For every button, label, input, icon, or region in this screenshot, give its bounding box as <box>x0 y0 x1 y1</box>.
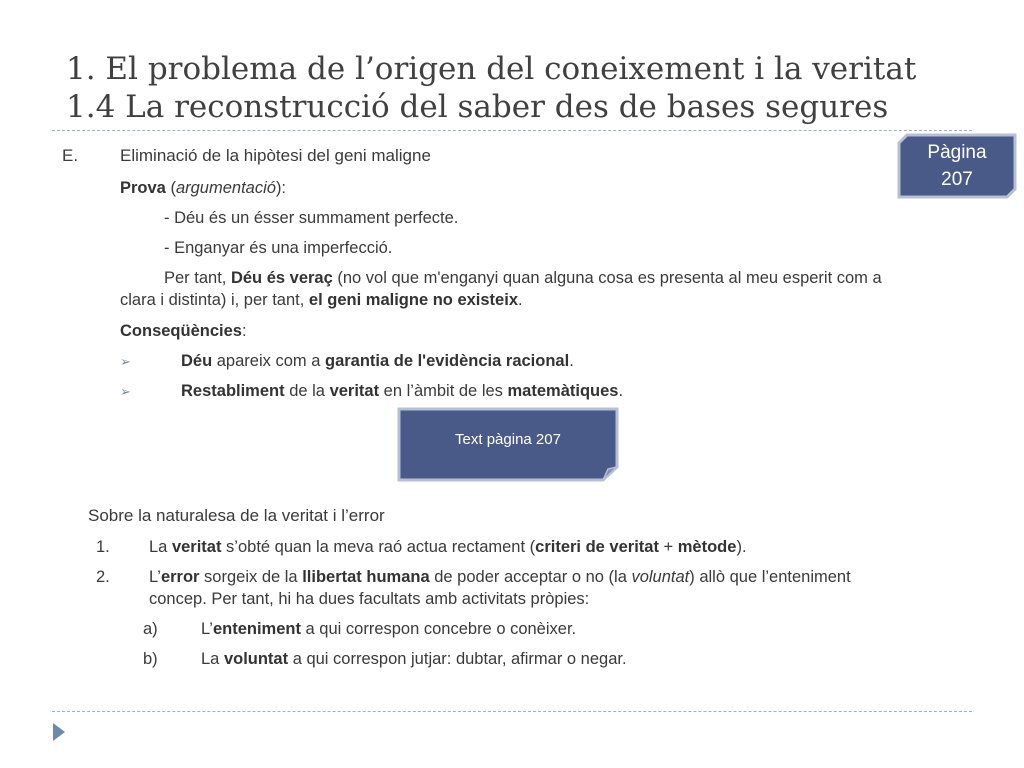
numbered-item-2 <box>96 566 851 608</box>
title-line-2: 1.4 La reconstrucció del saber des de bases segures <box>66 89 889 125</box>
top-divider <box>52 130 972 131</box>
numbered-item-1 <box>96 536 747 558</box>
arrow-bullet-icon: ➢ <box>120 354 131 369</box>
conclusion-line-2: clara i distinta) i, per tant, el geni maligne no existeix. <box>120 291 523 309</box>
triangle-corner-icon <box>52 722 66 747</box>
bullet-text: Déu apareix com a garantia de l'evidència racional. <box>181 352 574 370</box>
prova-line: Prova (argumentació): <box>120 179 287 197</box>
prova-italic: argumentació <box>175 179 276 197</box>
prova-label: Prova <box>120 179 166 197</box>
bullet-item <box>120 350 574 373</box>
item-number: 1. <box>96 538 110 556</box>
sub-item-b <box>143 648 627 670</box>
section-heading: Eliminació de la hipòtesi del geni maligne <box>120 146 431 165</box>
bullet-text: Restabliment de la veritat en l’àmbit de les matemàtiques. <box>181 382 624 400</box>
truth-section-heading: Sobre la naturalesa de la veritat i l’error <box>88 506 385 525</box>
sub-item-letter: b) <box>143 650 158 668</box>
sub-item-a <box>143 618 577 640</box>
item-text: L’error sorgeix de la llibertat humana de poder acceptar o no (la voluntat) allò que l’enteniment <box>149 568 851 586</box>
bottom-divider <box>52 711 972 712</box>
text-button-label: Text pàgina 207 <box>455 431 561 448</box>
text-page-207-button[interactable] <box>397 407 619 482</box>
slide-title <box>66 50 966 126</box>
page-207-button[interactable] <box>897 133 1017 199</box>
page-button-line-2: 207 <box>941 169 973 190</box>
sub-item-text: L’enteniment a qui correspon concebre o conèixer. <box>201 620 577 638</box>
premise-1: - Déu és un ésser summament perfecte. <box>164 209 459 227</box>
item-text-line-2: concep. Per tant, hi ha dues facultats amb activitats pròpies: <box>149 590 590 608</box>
bullet-item <box>120 380 624 403</box>
sub-item-letter: a) <box>143 620 158 638</box>
premise-2: - Enganyar és una imperfecció. <box>164 239 393 257</box>
title-line-1: 1. El problema de l’origen del coneixement i la veritat <box>66 51 917 87</box>
arrow-bullet-icon: ➢ <box>120 384 131 399</box>
page-button-line-1: Pàgina <box>927 142 987 163</box>
item-number: 2. <box>96 568 110 586</box>
consequencies-label: Conseqüències: <box>120 322 247 340</box>
conclusion-line-1: Per tant, Déu és veraç (no vol que m'enganyi quan alguna cosa es presenta al meu esperit com a <box>164 269 882 287</box>
section-marker: E. <box>62 146 79 165</box>
item-text: La veritat s’obté quan la meva raó actua rectament (criteri de veritat + mètode). <box>149 538 747 556</box>
sub-item-text: La voluntat a qui correspon jutjar: dubtar, afirmar o negar. <box>201 650 627 668</box>
